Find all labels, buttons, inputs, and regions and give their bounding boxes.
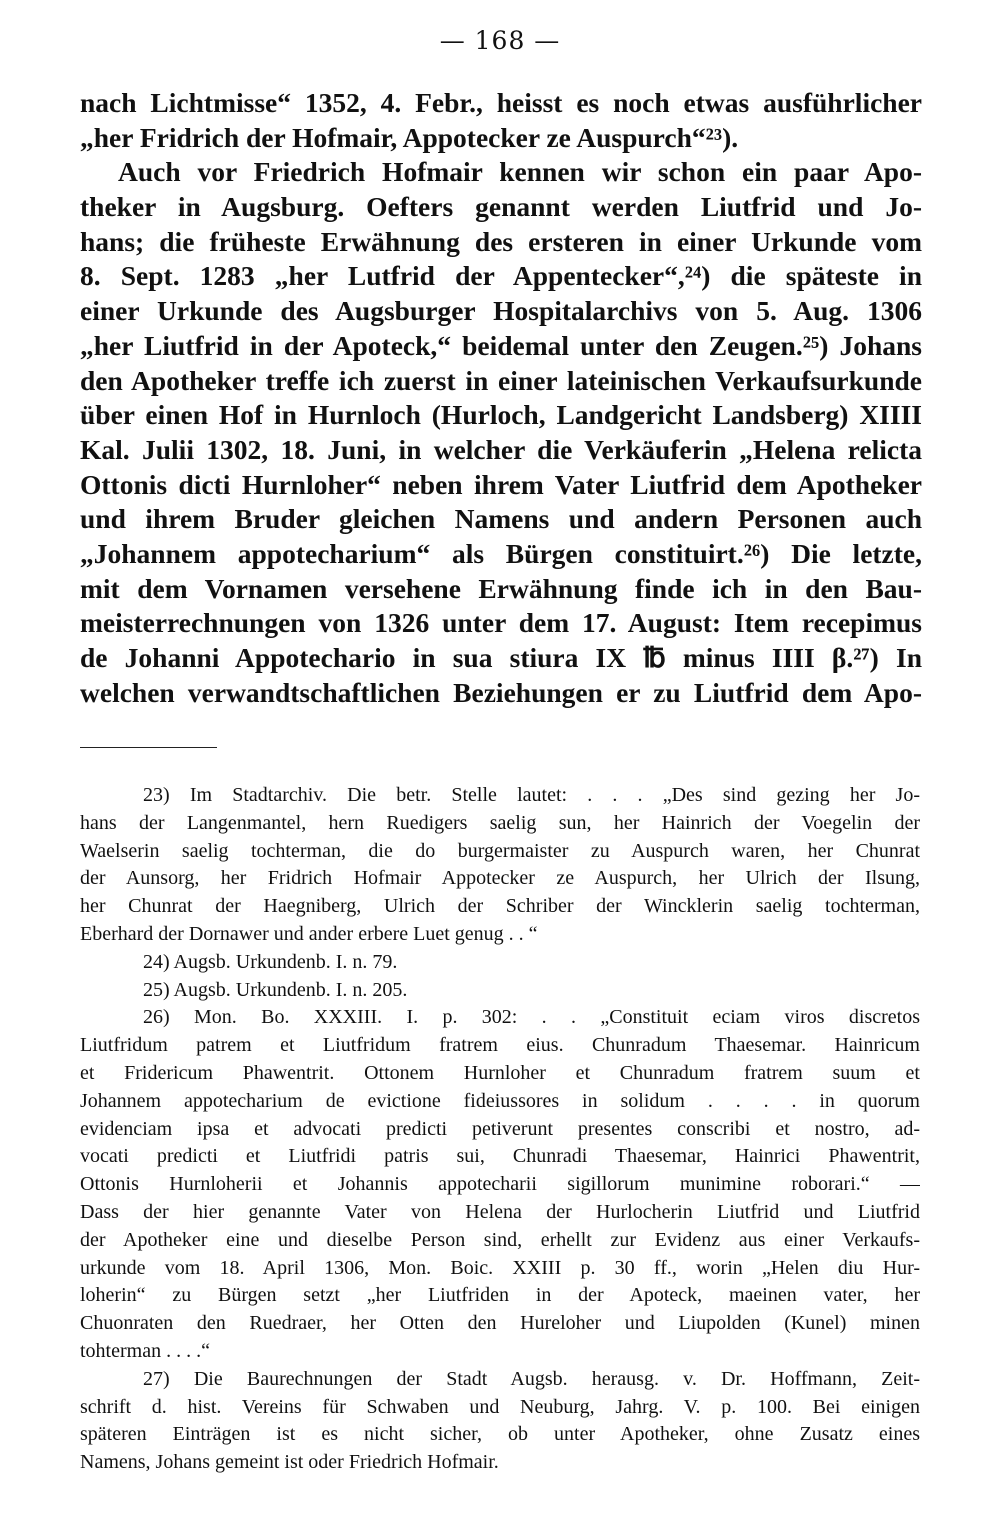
text-line: „her Fridrich der Hofmair, Appotecker ze Auspurch“²³). [80, 121, 739, 153]
footnote-line: her Chunrat der Haegniberg, Ulrich der Schriber der Wincklerin saelig tochterman, [80, 895, 920, 918]
footnote-line: Waelserin saelig tochterman, die do burgermaister zu Auspurch waren, her Chunrat [80, 839, 920, 862]
footnote-line: loherin“ zu Bürgen setzt „her Liutfriden in der Apoteck, maeinen vater, her [80, 1284, 920, 1307]
page-number: — 168 — [439, 26, 561, 55]
text-line: 8. Sept. 1283 „her Lutfrid der Appentecker“,²⁴) die späteste in [80, 260, 922, 292]
footnote-line: 26) Mon. Bo. XXXIII. I. p. 302: . . „Constituit eciam viros discretos [143, 1006, 920, 1029]
text-line: Kal. Julii 1302, 18. Juni, in welcher die Verkäuferin „Helena relicta [80, 433, 922, 465]
footnote-line: hans der Langenmantel, hern Ruedigers saelig sun, her Hainrich der Voegelin der [80, 811, 920, 834]
footnote-line: vocati predicti et Liutfridi patris sui, Chunradi Thaesemar, Hainrici Phawentrit, [80, 1145, 920, 1168]
text-line: mit dem Vornamen versehene Erwähnung finde ich in den Bau- [80, 572, 922, 604]
footnote-line: der Aunsorg, her Fridrich Hofmair Appotecker ze Auspurch, her Ulrich der Ilsung, [80, 867, 920, 890]
footnote-line: urkunde vom 18. April 1306, Mon. Boic. XXIII p. 30 ff., worin „Helen diu Hur- [80, 1256, 920, 1279]
footnote-line: et Fridericum Phawentrit. Ottonem Hurnloher et Chunradum fratrem suum et [80, 1061, 920, 1084]
footnote-line: 23) Im Stadtarchiv. Die betr. Stelle lautet: . . . „Des sind gezing her Jo- [143, 784, 920, 806]
footnote-line: der Apotheker eine und dieselbe Person sind, erhellt zur Evidenz aus einer Verkaufs- [80, 1228, 920, 1251]
footnote-line: schrift d. hist. Vereins für Schwaben und Neuburg, Jahrg. V. p. 100. Bei einigen [80, 1395, 920, 1418]
text-line: meisterrechnungen von 1326 unter dem 17. August: Item recepimus [80, 607, 922, 639]
text-line: hans; die früheste Erwähnung des ersteren in einer Urkunde vom [80, 225, 922, 257]
text-line: „her Liutfrid in der Apoteck,“ beidemal unter den Zeugen.²⁵) Johans [80, 329, 922, 361]
footnote-rule [80, 747, 217, 748]
footnote-line: Namens, Johans gemeint ist oder Friedrich Hofmair. [80, 1451, 499, 1474]
text-line: Ottonis dicti Hurnloher“ neben ihrem Vater Liutfrid dem Apotheker [80, 468, 922, 500]
footnote-line: Eberhard der Dornawer und ander erbere Luet genug . . “ [80, 922, 538, 945]
text-line: über einen Hof in Hurnloch (Hurloch, Landgericht Landsberg) XIIII [80, 399, 922, 431]
text-line: Auch vor Friedrich Hofmair kennen wir schon ein paar Apo- [118, 156, 922, 188]
footnote-line: Liutfridum patrem et Liutfridum fratrem eius. Chunradum Thaesemar. Hainricum [80, 1034, 920, 1057]
main-text [80, 86, 922, 710]
footnote-line: evidenciam ipsa et advocati predicti petiverunt presentes conscribi et nostro, ad- [80, 1117, 920, 1140]
text-line: welchen verwandtschaftlichen Beziehungen er zu Liutfrid dem Apo- [80, 676, 922, 708]
footnote-line: späteren Einträgen ist es nicht sicher, ob unter Apotheker, ohne Zusatz eines [80, 1423, 920, 1446]
text-line: einer Urkunde des Augsburger Hospitalarchivs von 5. Aug. 1306 [80, 295, 922, 327]
footnote-line: Dass der hier genannte Vater von Helena der Hurlocherin Liutfrid und Liutfrid [80, 1200, 920, 1223]
text-line: „Johannem appotecharium“ als Bürgen constituirt.²⁶) Die letzte, [80, 537, 922, 569]
text-line: nach Lichtmisse“ 1352, 4. Febr., heisst es noch etwas ausführlicher [80, 87, 922, 118]
footnote-line: 25) Augsb. Urkundenb. I. n. 205. [143, 978, 408, 1001]
text-line: theker in Augsburg. Oefters genannt werden Liutfrid und Jo- [80, 191, 922, 223]
footnotes [80, 782, 920, 1477]
text-line: und ihrem Bruder gleichen Namens und andern Personen auch [80, 503, 922, 535]
text-line: de Johanni Appotechario in sua stiura IX ℔ minus IIII β.²⁷) In [80, 642, 922, 673]
footnote-line: 24) Augsb. Urkundenb. I. n. 79. [143, 950, 398, 973]
footnote-line: tohterman . . . .“ [80, 1339, 210, 1362]
footnote-line: Ottonis Hurnloherii et Johannis appotecharii sigillorum munimine roborari.“ — [80, 1173, 920, 1196]
text-line: den Apotheker treffe ich zuerst in einer lateinischen Verkaufsurkunde [80, 364, 922, 396]
footnote-line: Johannem appotecharium de evictione fideiussores in solidum . . . . in quorum [80, 1089, 920, 1112]
footnote-line: 27) Die Baurechnungen der Stadt Augsb. herausg. v. Dr. Hoffmann, Zeit- [143, 1367, 920, 1390]
footnote-line: Chuonraten den Ruedraer, her Otten den Hureloher und Liupolden (Kunel) minen [80, 1312, 920, 1335]
